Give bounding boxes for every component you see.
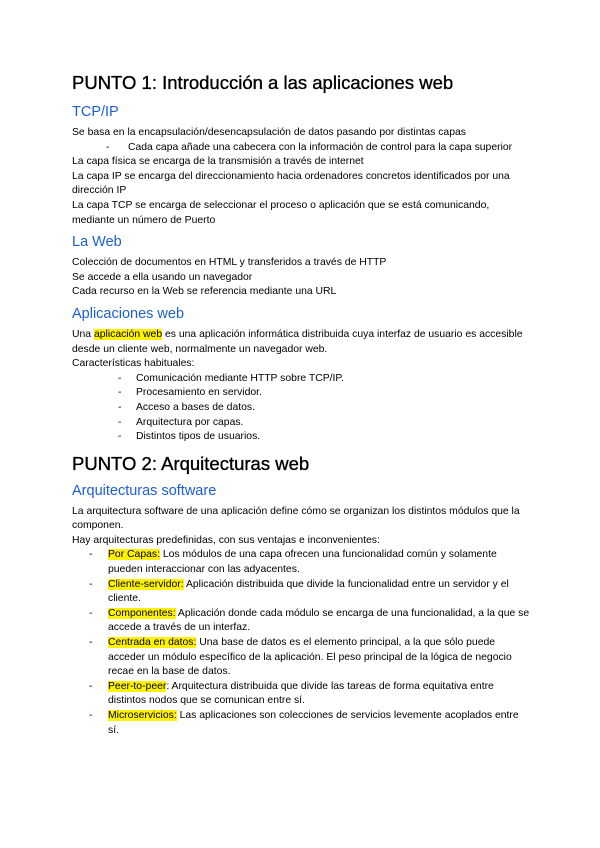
list-marker: - [89,680,93,692]
features-list [72,372,532,445]
list-item: - Cliente-servidor: Aplicación distribuida que divide la funcionalidad entre un servidor y el cliente. [89,578,509,605]
tcpip-intro: Se basa en la encapsulación/desencapsulación de datos pasando por distintas capas [72,127,466,138]
list-item: - Microservicios: Las aplicaciones son colecciones de servicios levemente acoplados entre sí. [89,710,519,736]
highlighted-term: Microservicios: [108,710,177,721]
heading-aplicaciones-web: Aplicaciones web [72,305,185,322]
list-marker: - [89,607,93,619]
web-line: Cada recurso en la Web se referencia mediante una URL [72,286,337,298]
list-item: - Peer-to-peer: Arquitectura distribuida que divide las tareas de forma equitativa entre distintos nodos que se comunican entre sí. [89,680,494,707]
highlighted-term: Peer-to-peer [108,680,167,692]
list-marker: - [118,416,122,428]
software-intro2: Hay arquitecturas predefinidas, con sus ventajas e inconvenientes: [72,534,380,546]
software-intro: La arquitectura software de una aplicación define cómo se organizan los distintos módulos que la componen. [72,505,520,532]
highlighted-term: Componentes: [108,607,176,619]
apps-intro: Una aplicación web es una aplicación informática distribuida cuya interfaz de usuario es accesible desde un cliente web, normalmente un navegador web. [72,328,523,355]
section-title-punto1: PUNTO 1: Introducción a las aplicaciones web [72,72,454,93]
list-item: - Procesamiento en servidor. [72,386,532,401]
tcpip-line: La capa física se encarga de la transmisión a través de internet [72,156,364,168]
list-item: - Arquitectura por capas. [72,416,532,431]
tcpip-line: La capa TCP se encarga de seleccionar el proceso o aplicación que se está comunicando, mediante un número de Puerto [72,199,490,226]
heading-tcpip: TCP/IP [72,104,119,120]
document-page [72,70,532,738]
highlighted-term: aplicación web [93,328,163,340]
section-title-punto2: PUNTO 2: Arquitecturas web [72,452,310,474]
tcpip-line: La capa IP se encarga del direccionamiento hacia ordenadores concretos identificados por una dirección IP [72,170,510,197]
features-label: Características habituales: [72,358,195,370]
web-line: Se accede a ella usando un navegador [72,271,253,283]
tcpip-sublist [72,141,532,156]
list-marker: - [118,401,122,413]
list-marker: - [118,387,122,399]
heading-arquitecturas-software: Arquitecturas software [72,482,217,499]
list-marker: - [118,431,122,443]
architectures-list [72,548,532,738]
list-marker: - [89,637,93,649]
highlighted-term: Por Capas: [108,549,160,561]
list-item: - Distintos tipos de usuarios. [72,430,532,445]
list-marker: - [106,141,110,153]
highlighted-term: Centrada en datos: [108,637,197,649]
list-marker: - [89,549,93,561]
list-item: - Componentes: Aplicación donde cada módulo se encarga de una funcionalidad, a la que se accede a través de un interfaz. [89,607,530,634]
web-line: Colección de documentos en HTML y transferidos a través de HTTP [72,257,387,269]
list-marker: - [118,372,122,384]
list-item: - Cada capa añade una cabecera con la información de control para la capa superior [72,141,532,156]
list-marker: - [89,578,93,590]
highlighted-term: Cliente-servidor: [108,578,184,590]
heading-la-web: La Web [72,234,122,251]
list-item: - Centrada en datos: Una base de datos es el elemento principal, a la que sólo puede acceder un módulo específico de la aplicación. El peso principal de la lógica de negocio recae en la base de datos. [89,637,512,678]
list-marker: - [89,710,93,721]
list-item: - Por Capas: Los módulos de una capa ofrecen una funcionalidad común y solamente pueden interaccionar con las adyacentes. [89,549,497,576]
list-item: - Comunicación mediante HTTP sobre TCP/IP. [72,372,532,387]
list-item: - Acceso a bases de datos. [72,401,532,416]
